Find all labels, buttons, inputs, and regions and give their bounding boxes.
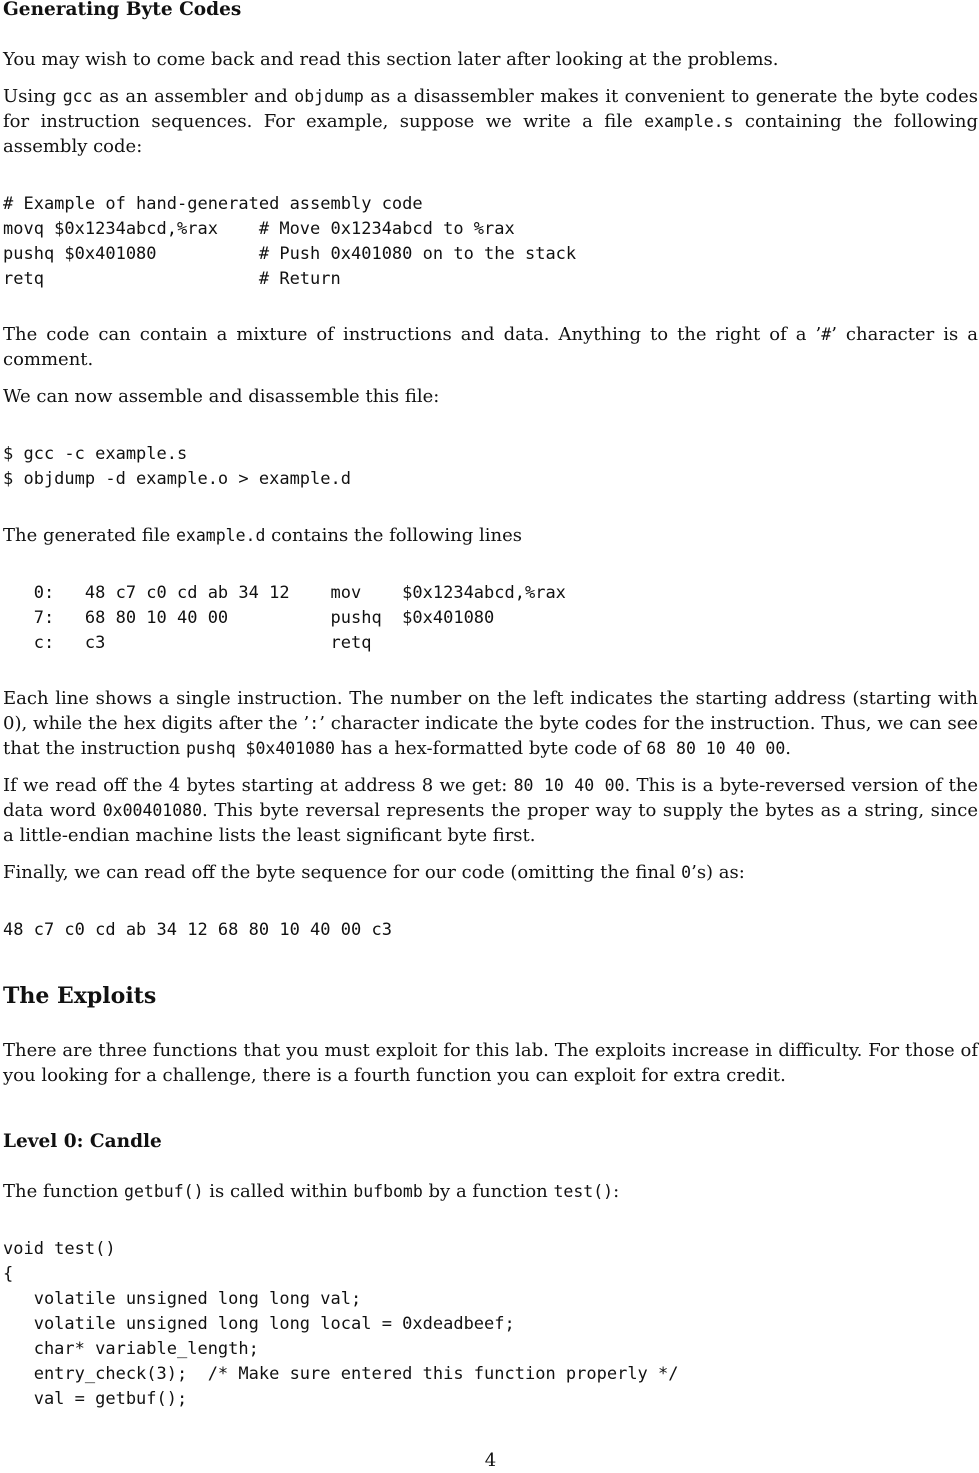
heading-the-exploits: The Exploits xyxy=(3,983,157,1009)
code-assembly-example: # Example of hand-generated assembly code movq $0x1234abcd,%rax # Move 0x1234abcd to %rax pushq $0x401080 # Push 0x401080 on to the stack retq # Return xyxy=(3,194,577,289)
code-disassembly: 0: 48 c7 c0 cd ab 34 12 mov $0x1234abcd,%rax 7: 68 80 10 40 00 pushq $0x401080 c: c3 retq xyxy=(33,583,566,653)
document-page xyxy=(3,0,979,1471)
paragraph-assemble: We can now assemble and disassemble this file: xyxy=(3,386,440,407)
paragraph-generated-file: The generated file example.d contains the following lines xyxy=(3,525,522,546)
code-byte-sequence: 48 c7 c0 cd ab 34 12 68 80 10 40 00 c3 xyxy=(3,920,392,940)
paragraph-getbuf: The function getbuf() is called within bufbomb by a function test(): xyxy=(3,1181,620,1202)
page-number: 4 xyxy=(484,1450,497,1471)
paragraph-exploits: There are three functions that you must exploit for this lab. The exploits increase in difficulty. For those of you looking for a challenge, there is a fourth function you can exploit for extra credit. xyxy=(3,1040,978,1086)
heading-generating-byte-codes: Generating Byte Codes xyxy=(3,0,242,20)
paragraph-byte-reversal: If we read off the 4 bytes starting at address 8 we get: 80 10 40 00. This is a byte-reversed version of the data word 0x00401080. This byte reversal represents the proper way to supply the bytes as a string, since a little-endian machine lists the least significant byte first. xyxy=(3,775,978,846)
paragraph-finally: Finally, we can read off the byte sequence for our code (omitting the final 0’s) as: xyxy=(3,862,745,883)
code-shell-commands: $ gcc -c example.s $ objdump -d example.o > example.d xyxy=(3,444,351,489)
paragraph-gcc-objdump: Using gcc as an assembler and objdump as a disassembler makes it convenient to generate the byte codes for instruction sequences. For example, suppose we write a file example.s containing the following assembly code: xyxy=(3,86,978,157)
paragraph-intro: You may wish to come back and read this section later after looking at the problems. xyxy=(3,49,779,70)
code-test-function: void test() { volatile unsigned long long val; volatile unsigned long long local = 0xdeadbeef; char* variable_length; entry_check(3); /* Make sure entered this function properly */ val = getbuf(); xyxy=(3,1239,679,1409)
paragraph-each-line: Each line shows a single instruction. The number on the left indicates the starting address (starting with 0), while the hex digits after the ’:’ character indicate the byte codes for the instruction. Thus, we can see that the instruction pushq $0x401080 has a hex-formatted byte code of 68 80 10 40 00. xyxy=(3,688,979,759)
heading-level-0-candle: Level 0: Candle xyxy=(3,1131,162,1152)
paragraph-mixture: The code can contain a mixture of instructions and data. Anything to the right of a ’#’ character is a comment. xyxy=(3,324,978,370)
